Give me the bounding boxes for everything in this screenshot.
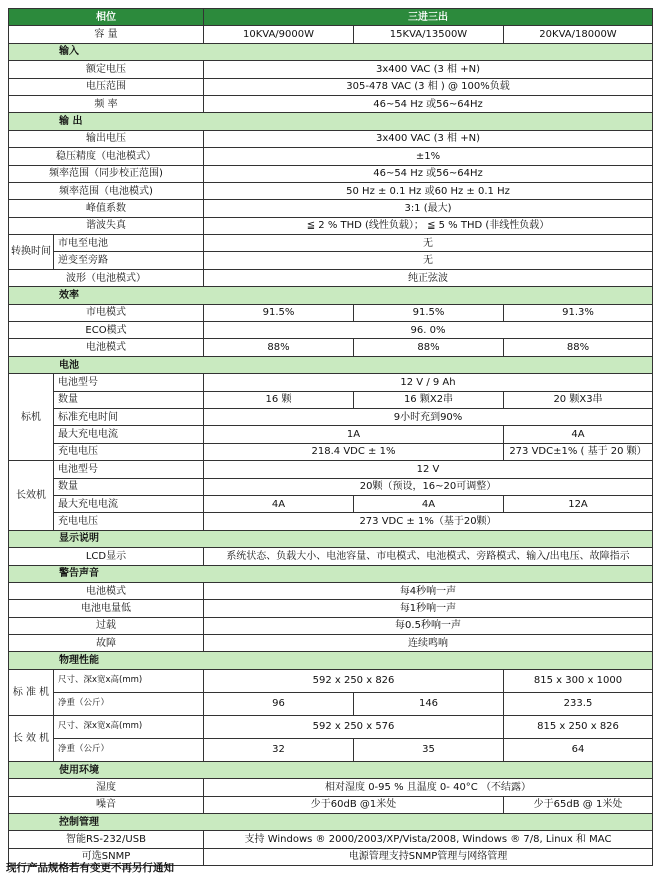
eff-ac-10k: 91.5%: [204, 304, 354, 321]
lcd-label: LCD显示: [9, 548, 204, 565]
long-weight-20k: 64: [504, 738, 653, 761]
row-phase: [9, 9, 653, 26]
std-qty-10k: 16 颗: [204, 391, 354, 408]
noise-a: 少于60dB @1米处: [204, 796, 504, 813]
waveform-value: 纯正弦波: [204, 269, 653, 286]
section-input: 输入: [9, 43, 653, 60]
rated-voltage-label: 额定电压: [9, 61, 204, 78]
section-efficiency: 效率: [9, 287, 653, 304]
std-qty-20k: 20 颗X3串: [504, 391, 653, 408]
regulation-label: 稳压精度（电池模式）: [9, 148, 204, 165]
long-dim-b: 815 x 250 x 826: [504, 715, 653, 738]
spec-table: [8, 8, 653, 866]
alarm-batt-label: 电池模式: [9, 582, 204, 599]
std-weight-20k: 233.5: [504, 692, 653, 715]
long-weight-label: 净重（公斤）: [54, 738, 204, 761]
eff-ac-15k: 91.5%: [354, 304, 504, 321]
freq-batt-label: 频率范围（电池模式): [9, 182, 204, 199]
capacity-label: 容 量: [9, 26, 204, 43]
thd-label: 谐波失真: [9, 217, 204, 234]
std-qty-label: 数量: [54, 391, 204, 408]
physical-long-label: 长 效 机: [9, 715, 54, 761]
snmp-value: 电源管理支持SNMP管理与网络管理: [204, 848, 653, 865]
capacity-15k: 15KVA/13500W: [354, 26, 504, 43]
noise-b: 少于65dB @ 1米处: [504, 796, 653, 813]
std-type-label: 电池型号: [54, 374, 204, 391]
eff-batt-20k: 88%: [504, 339, 653, 356]
transfer-ac-label: 市电至电池: [54, 235, 204, 252]
alarm-low-label: 电池电量低: [9, 600, 204, 617]
long-qty-label: 数量: [54, 478, 204, 495]
alarm-low-value: 每1秒响一声: [204, 600, 653, 617]
long-weight-10k: 32: [204, 738, 354, 761]
rs232-value: 支持 Windows ® 2000/2003/XP/Vista/2008, Windows ® 7/8, Linux 和 MAC: [204, 831, 653, 848]
std-qty-15k: 16 颗X2串: [354, 391, 504, 408]
snmp-label: 可选SNMP: [9, 848, 204, 865]
transfer-bypass-label: 逆变至旁路: [54, 252, 204, 269]
std-max-label: 最大充电电流: [54, 426, 204, 443]
input-frequency-label: 频 率: [9, 95, 204, 112]
section-output: 输 出: [9, 113, 653, 130]
rs232-label: 智能RS-232/USB: [9, 831, 204, 848]
std-dim-a: 592 x 250 x 826: [204, 669, 504, 692]
battery-standard-label: 标机: [9, 374, 54, 461]
humidity-value: 相对湿度 0-95 % 且温度 0- 40°C （不结露）: [204, 779, 653, 796]
alarm-overload-label: 过载: [9, 617, 204, 634]
eff-ac-20k: 91.3%: [504, 304, 653, 321]
long-max-10k: 4A: [204, 495, 354, 512]
long-weight-15k: 35: [354, 738, 504, 761]
capacity-10k: 10KVA/9000W: [204, 26, 354, 43]
freq-batt-value: 50 Hz ± 0.1 Hz 或60 Hz ± 0.1 Hz: [204, 182, 653, 199]
transfer-bypass-value: 无: [204, 252, 653, 269]
long-type-value: 12 V: [204, 461, 653, 478]
std-type-value: 12 V / 9 Ah: [204, 374, 653, 391]
std-weight-15k: 146: [354, 692, 504, 715]
eff-batt-10k: 88%: [204, 339, 354, 356]
transfer-ac-value: 无: [204, 235, 653, 252]
long-type-label: 电池型号: [54, 461, 204, 478]
eff-ac-label: 市电模式: [9, 304, 204, 321]
alarm-batt-value: 每4秒响一声: [204, 582, 653, 599]
crest-label: 峰值系数: [9, 200, 204, 217]
std-time-value: 9小时充到90%: [204, 408, 653, 425]
eff-batt-label: 电池模式: [9, 339, 204, 356]
std-max-b: 4A: [504, 426, 653, 443]
row-capacity: [9, 26, 653, 43]
physical-standard-label: 标 准 机: [9, 669, 54, 715]
voltage-range-label: 电压范围: [9, 78, 204, 95]
section-control: 控制管理: [9, 814, 653, 831]
voltage-range-value: 305-478 VAC (3 相 ) @ 100%负载: [204, 78, 653, 95]
humidity-label: 湿度: [9, 779, 204, 796]
freq-sync-label: 频率范围（同步校正范围): [9, 165, 204, 182]
crest-value: 3:1 (最大): [204, 200, 653, 217]
std-volt-label: 充电电压: [54, 443, 204, 460]
std-dim-b: 815 x 300 x 1000: [504, 669, 653, 692]
std-volt-a: 218.4 VDC ± 1%: [204, 443, 504, 460]
eff-eco-label: ECO模式: [9, 322, 204, 339]
section-environment: 使用环境: [9, 761, 653, 778]
long-max-15k: 4A: [354, 495, 504, 512]
section-alarm: 警告声音: [9, 565, 653, 582]
alarm-fault-value: 连续鸣响: [204, 635, 653, 652]
capacity-20k: 20KVA/18000W: [504, 26, 653, 43]
std-weight-10k: 96: [204, 692, 354, 715]
alarm-fault-label: 故障: [9, 635, 204, 652]
phase-value: 三进三出: [204, 9, 653, 26]
eff-batt-15k: 88%: [354, 339, 504, 356]
battery-long-label: 长效机: [9, 461, 54, 531]
eff-eco-value: 96. 0%: [204, 322, 653, 339]
output-voltage-label: 输出电压: [9, 130, 204, 147]
std-dim-label: 尺寸、深x宽x高(mm): [54, 669, 204, 692]
std-weight-label: 净重（公斤）: [54, 692, 204, 715]
long-max-20k: 12A: [504, 495, 653, 512]
long-dim-a: 592 x 250 x 576: [204, 715, 504, 738]
lcd-value: 系统状态、负载大小、电池容量、市电模式、电池模式、旁路模式、输入/出电压、故障指示: [204, 548, 653, 565]
long-volt-label: 充电电压: [54, 513, 204, 530]
regulation-value: ±1%: [204, 148, 653, 165]
long-dim-label: 尺寸、深x宽x高(mm): [54, 715, 204, 738]
noise-label: 噪音: [9, 796, 204, 813]
std-max-a: 1A: [204, 426, 504, 443]
footnote: 现行产品规格若有变更不再另行通知: [6, 862, 174, 874]
freq-sync-value: 46~54 Hz 或56~64Hz: [204, 165, 653, 182]
transfer-label: 转换时间: [9, 235, 54, 270]
alarm-overload-value: 每0.5秒响一声: [204, 617, 653, 634]
section-battery: 电池: [9, 356, 653, 373]
section-physical: 物理性能: [9, 652, 653, 669]
rated-voltage-value: 3x400 VAC (3 相 +N): [204, 61, 653, 78]
long-max-label: 最大充电电流: [54, 495, 204, 512]
waveform-label: 波形（电池模式）: [9, 269, 204, 286]
long-volt-value: 273 VDC ± 1%（基于20颗）: [204, 513, 653, 530]
thd-value: ≦ 2 % THD (线性负载）； ≦ 5 % THD (非线性负载）: [204, 217, 653, 234]
output-voltage-value: 3x400 VAC (3 相 +N): [204, 130, 653, 147]
input-frequency-value: 46~54 Hz 或56~64Hz: [204, 95, 653, 112]
long-qty-value: 20颗（预设，16~20可调整）: [204, 478, 653, 495]
section-display: 显示说明: [9, 530, 653, 547]
std-time-label: 标准充电时间: [54, 408, 204, 425]
phase-label: 相位: [9, 9, 204, 26]
std-volt-b: 273 VDC±1% ( 基于 20 颗）: [504, 443, 653, 460]
